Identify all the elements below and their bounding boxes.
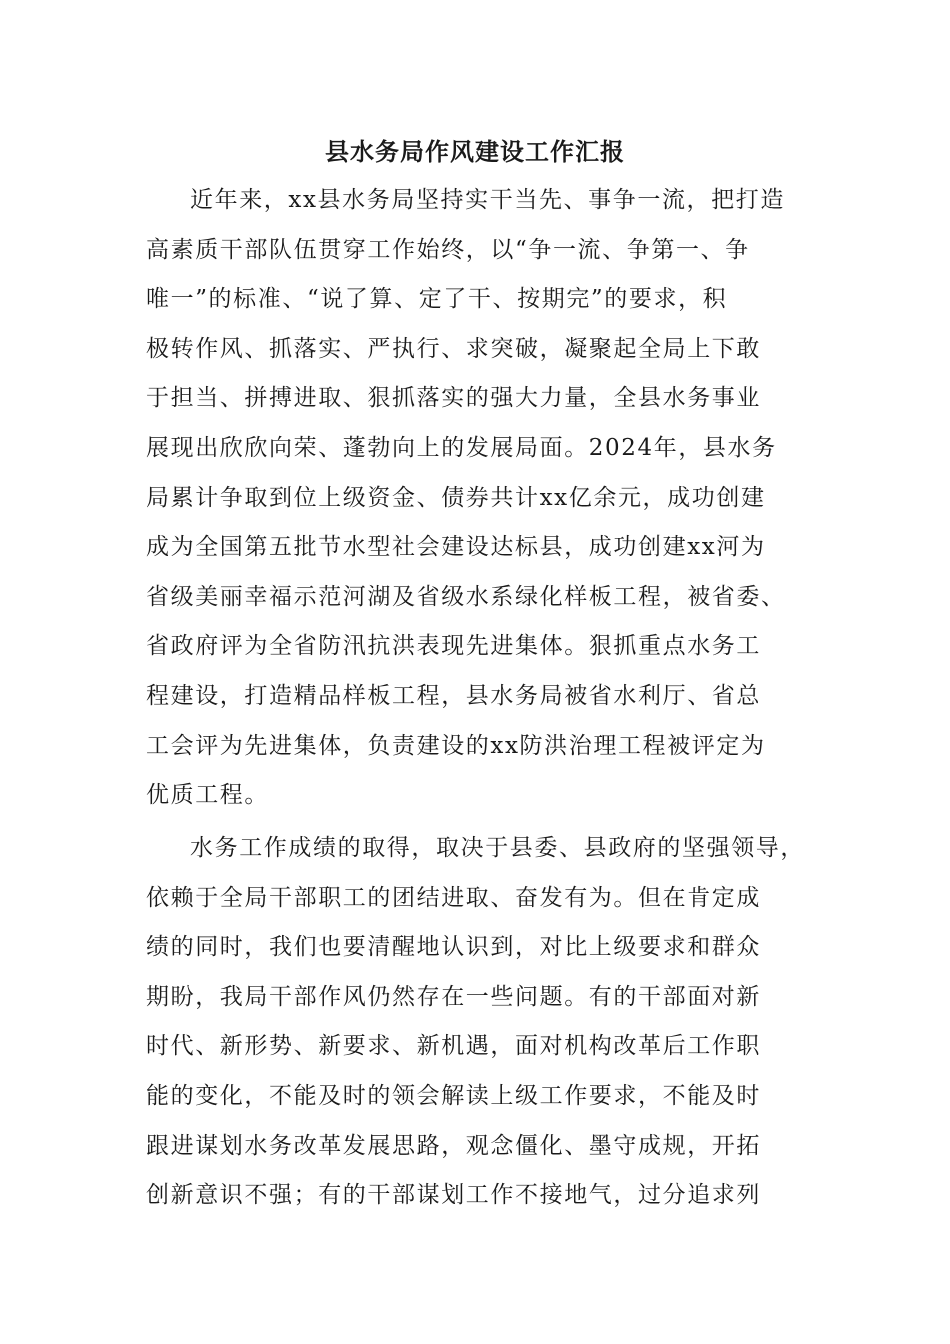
text-line: 省政府评为全省防汛抗洪表现先进集体。狠抓重点水务工 xyxy=(146,633,761,660)
text-line: 期盼，我局干部作风仍然存在一些问题。有的干部面对新 xyxy=(146,983,761,1010)
text-line: 依赖于全局干部职工的团结进取、奋发有为。但在肯定成 xyxy=(146,884,761,911)
text-line: 优质工程。 xyxy=(146,782,269,809)
text-line: 省级美丽幸福示范河湖及省级水系绿化样板工程，被省委、 xyxy=(146,583,786,610)
text-line: 局累计争取到位上级资金、债券共计xx亿余元，成功创建 xyxy=(146,484,766,511)
text-line: 展现出欣欣向荣、蓬勃向上的发展局面。2024年，县水务 xyxy=(146,434,777,461)
text-line: 近年来，xx县水务局坚持实干当先、事争一流，把打造 xyxy=(190,187,785,213)
text-line: 跟进谋划水务改革发展思路，观念僵化、墨守成规，开拓 xyxy=(146,1132,761,1159)
text-line: 极转作风、抓落实、严执行、求突破，凝聚起全局上下敢 xyxy=(146,335,761,362)
text-line: 高素质干部队伍贯穿工作始终，以“争一流、争第一、争 xyxy=(146,236,750,263)
text-line: 绩的同时，我们也要清醒地认识到，对比上级要求和群众 xyxy=(146,934,761,961)
text-line: 于担当、拼搏进取、狠抓落实的强大力量，全县水务事业 xyxy=(146,385,761,412)
text-line: 创新意识不强；有的干部谋划工作不接地气，过分追求列 xyxy=(146,1182,761,1209)
text-line: 唯一”的标准、“说了算、定了干、按期完”的要求，积 xyxy=(146,286,728,313)
document-title: 县水务局作风建设工作汇报 xyxy=(325,137,625,166)
text-line: 水务工作成绩的取得，取决于县委、县政府的坚强领导， xyxy=(190,835,805,861)
text-line: 时代、新形势、新要求、新机遇，面对机构改革后工作职 xyxy=(146,1033,761,1060)
paragraph-2 xyxy=(146,824,826,1221)
text-line: 成为全国第五批节水型社会建设达标县，成功创建xx河为 xyxy=(146,534,766,561)
text-line: 能的变化，不能及时的领会解读上级工作要求，不能及时 xyxy=(146,1082,761,1109)
paragraph-1 xyxy=(146,176,826,821)
text-line: 程建设，打造精品样板工程，县水务局被省水利厅、省总 xyxy=(146,682,761,709)
text-line: 工会评为先进集体，负责建设的xx防洪治理工程被评定为 xyxy=(146,732,766,759)
